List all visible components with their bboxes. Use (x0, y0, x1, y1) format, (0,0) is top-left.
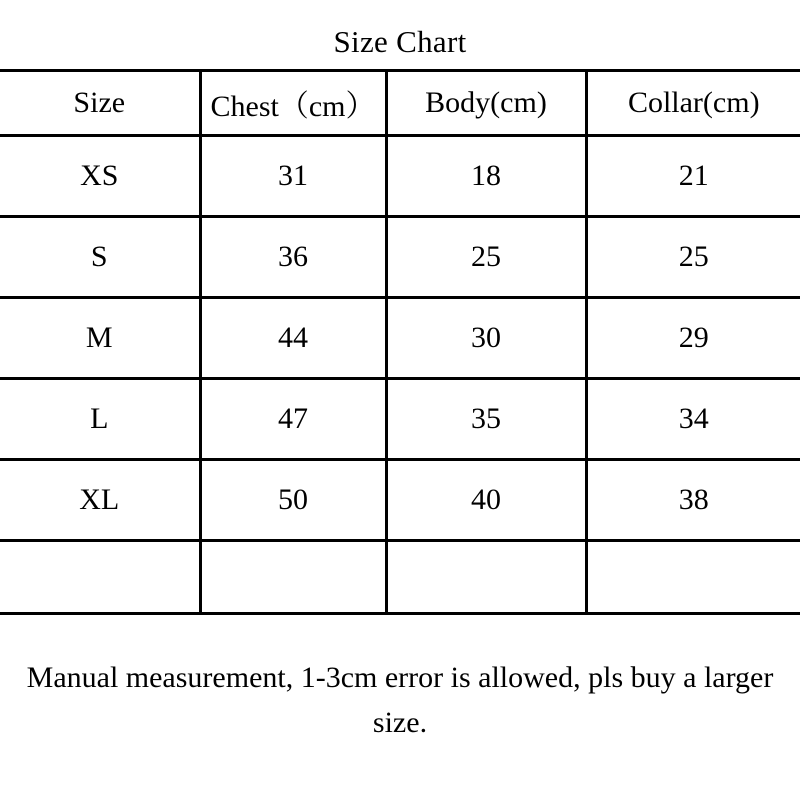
column-header-collar: Collar(cm) (586, 71, 800, 136)
table-row (0, 136, 800, 217)
table-header-row (0, 71, 800, 136)
column-header-size: Size (0, 71, 200, 136)
cell-collar: 21 (586, 136, 800, 217)
cell-chest: 50 (200, 460, 386, 541)
cell-body: 40 (386, 460, 586, 541)
cell-empty (386, 541, 586, 614)
cell-empty (0, 541, 200, 614)
cell-empty (200, 541, 386, 614)
cell-chest: 36 (200, 217, 386, 298)
cell-chest: 44 (200, 298, 386, 379)
cell-size: XL (0, 460, 200, 541)
cell-body: 25 (386, 217, 586, 298)
page-title: Size Chart (333, 24, 467, 59)
table-row (0, 460, 800, 541)
measurement-note (0, 614, 800, 776)
table-row (0, 379, 800, 460)
cell-body: 35 (386, 379, 586, 460)
column-header-chest: Chest（cm） (200, 71, 386, 136)
cell-size: XS (0, 136, 200, 217)
table-row (0, 298, 800, 379)
cell-collar: 34 (586, 379, 800, 460)
cell-collar: 25 (586, 217, 800, 298)
size-chart-table (0, 69, 800, 775)
cell-size: L (0, 379, 200, 460)
cell-chest: 31 (200, 136, 386, 217)
cell-chest: 47 (200, 379, 386, 460)
cell-size: S (0, 217, 200, 298)
column-header-body: Body(cm) (386, 71, 586, 136)
measurement-note-text: Manual measurement, 1-3cm error is allowed, pls buy a larger size. (26, 661, 774, 739)
cell-collar: 38 (586, 460, 800, 541)
cell-empty (586, 541, 800, 614)
cell-size: M (0, 298, 200, 379)
table-row (0, 217, 800, 298)
cell-body: 30 (386, 298, 586, 379)
table-note-row (0, 614, 800, 776)
cell-collar: 29 (586, 298, 800, 379)
cell-body: 18 (386, 136, 586, 217)
table-row-empty (0, 541, 800, 614)
